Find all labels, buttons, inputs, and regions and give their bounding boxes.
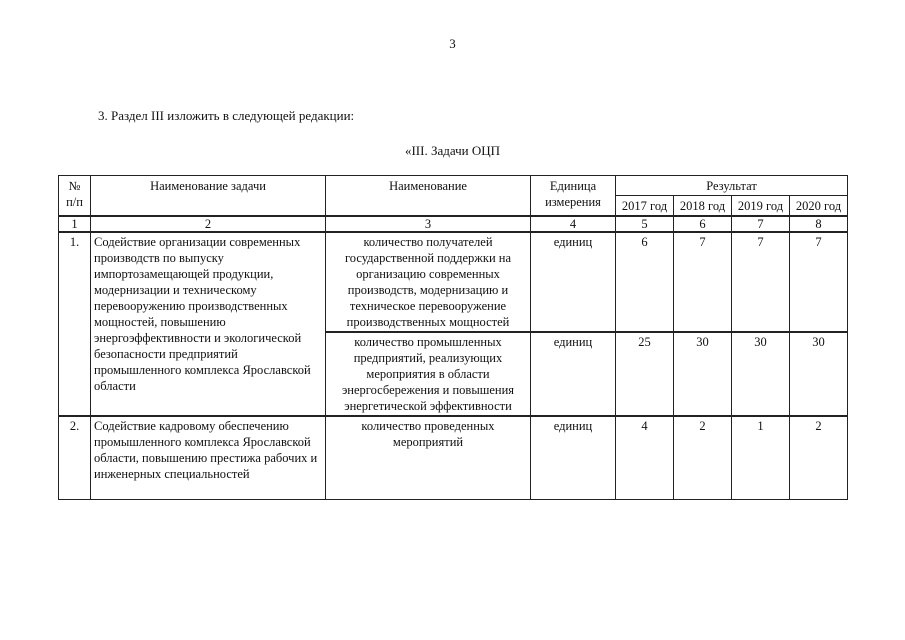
value-2020: 7	[790, 232, 848, 332]
column-number: 6	[674, 216, 732, 232]
value-2019: 30	[732, 332, 790, 416]
column-number: 1	[59, 216, 91, 232]
task-name: Содействие кадровому обеспечению промышленного комплекса Ярославской области, повышению престижа рабочих и инженерных специальностей	[91, 416, 326, 500]
indicator-name: количество получателей государственной поддержки на организацию современных производств, модернизацию и техническое перевооружение производственных мощностей	[326, 232, 531, 332]
intro-paragraph: 3. Раздел III изложить в следующей редакции:	[98, 108, 355, 123]
value-2017: 4	[616, 416, 674, 500]
value-2020: 30	[790, 332, 848, 416]
column-number-row	[59, 216, 848, 232]
header-name: Наименование	[326, 176, 531, 217]
indicator-name: количество промышленных предприятий, реализующих мероприятия в области энергосбережения и повышения энергетической эффективности	[326, 332, 531, 416]
value-2020: 2	[790, 416, 848, 500]
row-num: 1.	[59, 232, 91, 416]
header-unit: Единица измерения	[531, 176, 616, 217]
value-2017: 6	[616, 232, 674, 332]
indicator-unit: единиц	[531, 416, 616, 500]
column-number: 2	[91, 216, 326, 232]
header-year: 2019 год	[732, 196, 790, 217]
value-2017: 25	[616, 332, 674, 416]
column-number: 4	[531, 216, 616, 232]
indicator-name: количество проведенных мероприятий	[326, 416, 531, 500]
header-task: Наименование задачи	[91, 176, 326, 217]
table-row	[59, 416, 848, 500]
value-2018: 2	[674, 416, 732, 500]
column-number: 3	[326, 216, 531, 232]
indicator-unit: единиц	[531, 332, 616, 416]
table-row	[59, 232, 848, 332]
value-2018: 7	[674, 232, 732, 332]
indicator-unit: единиц	[531, 232, 616, 332]
task-name: Содействие организации современных производств по выпуску импортозамещающей продукции, модернизации и техническому перевооружению производственных мощностей, повышению энергоэффективности и экологической безопасности предприятий промышленного комплекса Ярославской области	[91, 232, 326, 416]
header-year: 2018 год	[674, 196, 732, 217]
header-year: 2020 год	[790, 196, 848, 217]
header-num: № п/п	[59, 176, 91, 217]
column-number: 7	[732, 216, 790, 232]
tasks-table	[58, 175, 848, 500]
header-row-1	[59, 176, 848, 196]
header-result: Результат	[616, 176, 848, 196]
page-number: 3	[449, 36, 456, 51]
row-num: 2.	[59, 416, 91, 500]
value-2019: 1	[732, 416, 790, 500]
header-year: 2017 год	[616, 196, 674, 217]
table-title: «III. Задачи ОЦП	[404, 143, 501, 158]
value-2019: 7	[732, 232, 790, 332]
column-number: 8	[790, 216, 848, 232]
column-number: 5	[616, 216, 674, 232]
value-2018: 30	[674, 332, 732, 416]
